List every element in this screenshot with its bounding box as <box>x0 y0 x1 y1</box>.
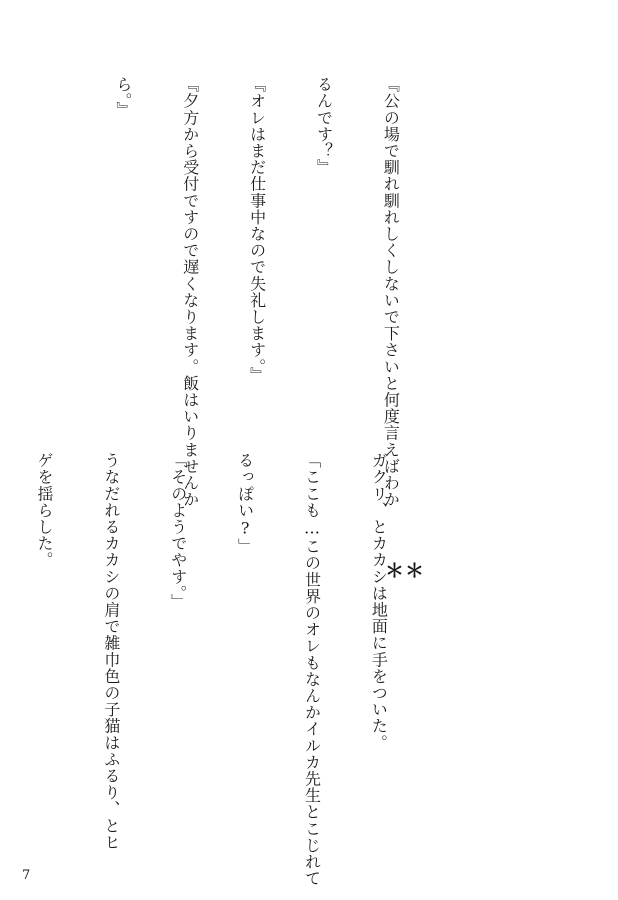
section-break: ＊＊ <box>385 560 426 582</box>
text-line: 『夕方から受付ですので遅くなります。飯はいりませんか <box>180 76 200 508</box>
text-line: うなだれるカカシの肩で雑巾色の子猫はふるり、とヒ <box>101 452 121 851</box>
lower-text-block <box>0 452 434 887</box>
text-line: るっぽい?」 <box>235 452 255 555</box>
text-line: ら。』 <box>113 76 133 118</box>
text-line: 『オレはまだ仕事中なので失礼します。』 <box>247 76 267 384</box>
text-line: 「そのようでやす。」 <box>168 452 188 610</box>
text-line: ゲを揺らした。 <box>34 452 54 569</box>
text-line: るんです？』 <box>314 76 334 176</box>
text-line: 『公の場で馴れ馴れしくしないで下さいと何度言えばわか <box>381 76 401 508</box>
text-line: ガクリ、とカカシは地面に手をついた。 <box>369 452 389 751</box>
page-number: 7 <box>22 868 31 883</box>
text-line: 「ここも…この世界のオレもなんかイルカ先生とこじれて <box>302 452 322 887</box>
